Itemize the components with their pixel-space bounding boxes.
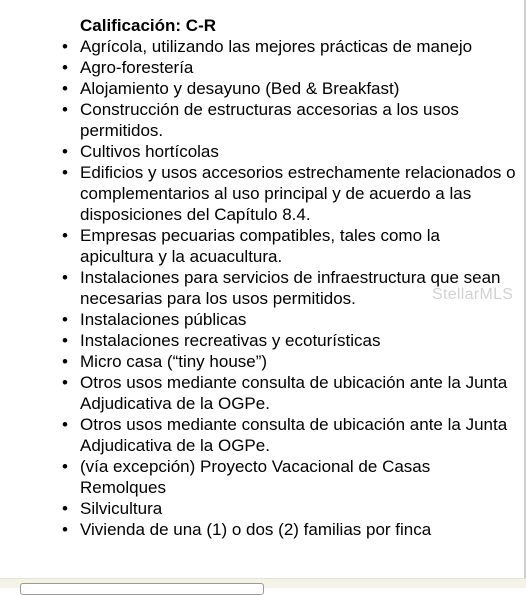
bullet-icon: • — [62, 58, 68, 77]
bullet-icon: • — [62, 79, 68, 98]
list-item — [62, 57, 516, 78]
list-item — [62, 36, 516, 57]
list-item — [62, 456, 516, 498]
list-item — [62, 225, 516, 267]
bullet-icon: • — [62, 163, 68, 182]
bullet-icon: • — [62, 100, 68, 119]
list-item — [62, 414, 516, 456]
list-item — [62, 78, 516, 99]
bullet-icon: • — [62, 373, 68, 392]
list-item-text: (vía excepción) Proyecto Vacacional de Casas Remolques — [80, 457, 431, 497]
list-item — [62, 351, 516, 372]
list-item — [62, 498, 516, 519]
list-item-text: Edificios y usos accesorios estrechamente relacionados o complementarios al uso principal y de acuerdo a las disposiciones del Capítulo 8.4. — [80, 163, 516, 224]
list-item-text: Agro-forestería — [80, 58, 194, 77]
list-item-text: Instalaciones públicas — [80, 310, 247, 329]
list-item — [62, 162, 516, 225]
list-item — [62, 519, 516, 540]
list-item — [62, 309, 516, 330]
bullet-icon: • — [62, 457, 68, 476]
list-item-text: Instalaciones recreativas y ecoturísticas — [80, 331, 381, 350]
list-item-text: Instalaciones para servicios de infraestructura que sean necesarias para los usos permitidos. — [80, 268, 501, 308]
bullet-icon: • — [62, 352, 68, 371]
bullet-icon: • — [62, 226, 68, 245]
zoning-section — [62, 15, 516, 540]
zoning-heading: Calificación: C-R — [80, 16, 217, 35]
list-item-text: Cultivos hortícolas — [80, 142, 219, 161]
bullet-icon: • — [62, 520, 68, 539]
list-item — [62, 141, 516, 162]
list-item-text: Agrícola, utilizando las mejores prácticas de manejo — [80, 37, 473, 56]
list-item-text: Construcción de estructuras accesorias a los usos permitidos. — [80, 100, 459, 140]
bullet-icon: • — [62, 268, 68, 287]
list-item-text: Micro casa (“tiny house”) — [80, 352, 268, 371]
list-item-text: Vivienda de una (1) o dos (2) familias por finca — [80, 520, 432, 539]
list-item-text: Silvicultura — [80, 499, 163, 518]
bullet-icon: • — [62, 331, 68, 350]
bullet-icon: • — [62, 310, 68, 329]
bullet-icon: • — [62, 415, 68, 434]
bullet-icon: • — [62, 37, 68, 56]
list-item — [62, 330, 516, 351]
list-item-text: Empresas pecuarias compatibles, tales como la apicultura y la acuacultura. — [80, 226, 440, 266]
list-item-text: Alojamiento y desayuno (Bed & Breakfast) — [80, 79, 400, 98]
list-item — [62, 99, 516, 141]
watermark: StellarMLS — [432, 286, 514, 303]
bullet-icon: • — [62, 499, 68, 518]
bottom-input-field[interactable] — [20, 583, 264, 595]
bullet-icon: • — [62, 142, 68, 161]
list-item-text: Otros usos mediante consulta de ubicación ante la Junta Adjudicativa de la OGPe. — [80, 415, 508, 455]
list-item-text: Otros usos mediante consulta de ubicación ante la Junta Adjudicativa de la OGPe. — [80, 373, 508, 413]
list-item — [62, 372, 516, 414]
